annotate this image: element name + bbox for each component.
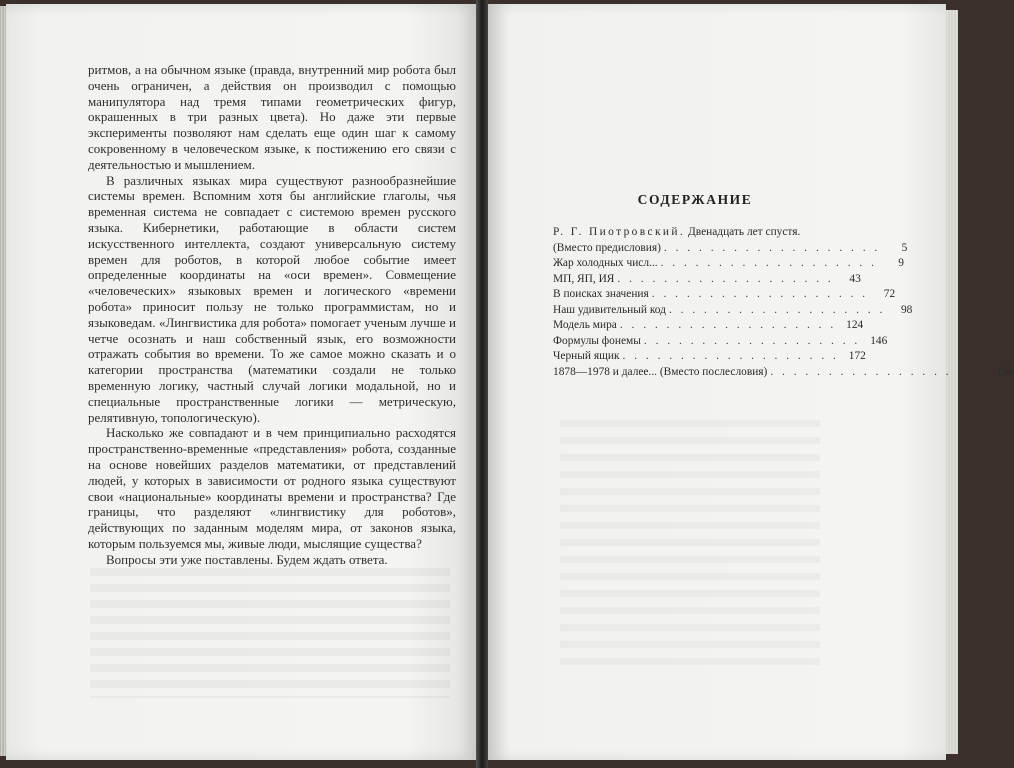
toc-author: Р. Г. Пиотровский.	[553, 226, 686, 238]
toc-page-number: 98	[900, 303, 913, 316]
toc-leader: . . . . . . . . . . . . . . . . . . .	[660, 257, 877, 269]
toc-entry	[553, 350, 866, 366]
toc-title-text: Жар холодных числ...	[553, 257, 658, 269]
toc-title-text: Черный ящик	[553, 350, 620, 362]
toc-title-text: Модель мира	[553, 319, 617, 331]
toc-page-number: 124	[846, 319, 864, 331]
toc-page-number: 43	[849, 272, 861, 285]
show-through-text	[90, 568, 450, 698]
toc-title-text: 1878—1978 и далее... (Вместо послесловия)	[553, 365, 768, 378]
toc-page-number: 5	[901, 241, 908, 254]
toc-title-text: Наш удивительный код	[553, 303, 666, 316]
toc-page-number: 196	[996, 365, 1014, 378]
toc-title-text: В поисках значения	[553, 288, 649, 300]
toc-page-number: 72	[883, 288, 896, 300]
toc-title: СОДЕРЖАНИЕ	[637, 192, 753, 207]
toc-entry	[553, 319, 864, 335]
show-through-text-right	[560, 420, 820, 670]
toc-title-text: МП, ЯП, ИЯ	[553, 272, 615, 285]
toc-leader: . . . . . . . . . . . . . . . . . . .	[619, 319, 837, 331]
body-text	[88, 62, 456, 568]
toc-leader: . . . . . . . . . . . . . . . . . . .	[622, 350, 839, 362]
table-of-contents	[553, 226, 1014, 381]
toc-entry	[553, 257, 904, 273]
toc-page-number: 172	[848, 350, 866, 362]
toc-title-text: Формулы фонемы	[553, 334, 641, 347]
toc-entry	[553, 241, 908, 258]
toc-entry	[553, 272, 861, 289]
toc-entry	[553, 365, 1014, 382]
toc-entry	[553, 288, 896, 304]
toc-leader: . . . . . . . . . . . . . . . . . . .	[643, 334, 861, 347]
toc-entry	[553, 334, 888, 351]
toc-title-text: Двенадцать лет спустя.	[687, 226, 801, 238]
toc-leader: . . . . . . . . . . . . . . . . . . .	[617, 272, 834, 285]
toc-entry	[553, 226, 825, 242]
book-gutter	[476, 0, 488, 768]
paragraph: Вопросы эти уже поставлены. Будем ждать ответа.	[106, 551, 388, 567]
toc-page-number: 146	[870, 334, 888, 347]
paragraph: В различных языках мира существуют разнообразнейшие системы времен. Вспомним хотя бы английские глаголы, чья временная система не совпадает с системою времен русского языка. Кибернетики, работающие в области систем искусственного интеллекта, создают универсальную систему времен для роботов, в которой любое событие имеет определенные координаты на «оси времен». Совмещение «человеческих» языковых времен и логического «времени робота» приносит пользу не только программистам, но и языковедам. «Лингвистика для робота» помогает ученым лучше и четче осознать и наш собственный язык, его возможности отражать события во времени. То же самое можно сказать и о категории пространства (математики создали не только временную логику, частный случай логики модальной, но и специальные пространственные логики — метрическую, релятивную, топологическую).	[88, 172, 456, 425]
toc-leader: . . . . . . . . . . . . . . . . . . .	[663, 241, 881, 254]
toc-entry	[553, 303, 913, 320]
right-page-edge	[946, 10, 958, 754]
toc-leader: . . . . . . . . . . . . . . . . . . .	[668, 303, 886, 316]
paragraph: Насколько же совпадают и в чем принципиально расходятся пространственно-временные «представления» робота, созданные на основе новейших разделов математики, от представлений людей, у которых в зависимости от родного языка существуют свои «национальные» координаты времени и пространства? Где границы, что разделяют «лингвистику для роботов», действующих по заданным моделям мира, от законов языка, которым пользуемся мы, живые люди, мыслящие существа?	[88, 425, 456, 551]
toc-title-text: (Вместо предисловия)	[553, 241, 661, 254]
toc-page-number: 9	[898, 257, 904, 269]
paragraph: ритмов, а на обычном языке (правда, внутренний мир робота был очень ограничен, а действия он производил с помощью манипулятора над тремя типами геометрических фигур, окрашенных в три разных цвета). Но даже эти первые эксперименты позволяют нам сделать еще один шаг к самому сокровенному в человеческом языке, к постижению его связи с деятельностью и мышлением.	[88, 62, 456, 172]
toc-leader: . . . . . . . . . . . . . . . . . . .	[651, 288, 869, 300]
toc-leader: . . . . . . . . . . . . . . . . . . .	[770, 365, 987, 378]
